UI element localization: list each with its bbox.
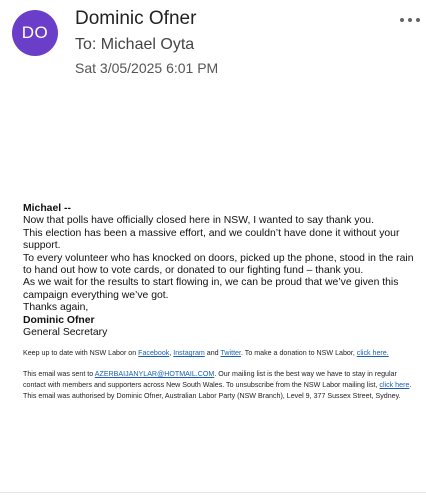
sent-middle: . Our mailing list is the best way we have to stay in regular contact with members and supporters across New South Wales. To unsubscribe from the NSW Labor mailing list,	[23, 370, 397, 390]
legal-footer	[23, 369, 418, 403]
more-dot	[400, 18, 404, 22]
twitter-link[interactable]: Twitter	[220, 349, 241, 357]
sent-prefix: This email was sent to	[23, 370, 95, 378]
sent-suffix: . This email was authorised by Dominic Ofner, Australian Labor Party (NSW Branch), Level 9, 377 Sussex Street, Sydney.	[23, 381, 412, 401]
donate-link[interactable]: click here.	[356, 349, 389, 357]
signature-name: Dominic Ofner	[23, 314, 95, 326]
more-dot	[408, 18, 412, 22]
instagram-link[interactable]: Instagram	[173, 349, 205, 357]
signoff: Thanks again,	[23, 302, 89, 314]
comma: ,	[169, 349, 174, 357]
social-prefix: Keep up to date with NSW Labor on	[23, 349, 139, 357]
more-horizontal-icon[interactable]	[400, 14, 420, 26]
body-line: To every volunteer who has knocked on doors, picked up the phone, stood in the rain to hand out how to vote cards, or donated to our fighting fund – thank you.	[23, 252, 414, 277]
social-footer	[23, 348, 418, 359]
recipient-email-link[interactable]: AZERBAIJANYLAR@HOTMAIL.COM	[94, 370, 215, 378]
body-line: Now that polls have officially closed here in NSW, I wanted to say thank you.	[23, 215, 374, 227]
bottom-divider	[0, 492, 426, 493]
unsubscribe-link[interactable]: click here	[379, 381, 410, 390]
facebook-link[interactable]: Facebook	[138, 349, 170, 357]
recipient-line[interactable]: To: Michael Oyta	[75, 36, 195, 53]
body-line: As we wait for the results to start flowing in, we can be proud that we’ve given this campaign everything we’ve got.	[23, 277, 399, 301]
more-dot	[416, 18, 420, 22]
sender-avatar[interactable]: DO	[12, 10, 58, 56]
email-header	[0, 0, 426, 90]
sender-name[interactable]: Dominic Ofner	[75, 8, 197, 29]
sent-date: Sat 3/05/2025 6:01 PM	[75, 60, 219, 76]
and-text: and	[204, 349, 221, 357]
greeting: Michael --	[23, 203, 71, 214]
donate-text: . To make a donation to NSW Labor,	[240, 349, 357, 357]
signature-title: General Secretary	[23, 327, 108, 339]
body-line: This election has been a massive effort, and we couldn’t have done it without your support.	[23, 227, 400, 252]
email-body	[23, 203, 418, 339]
